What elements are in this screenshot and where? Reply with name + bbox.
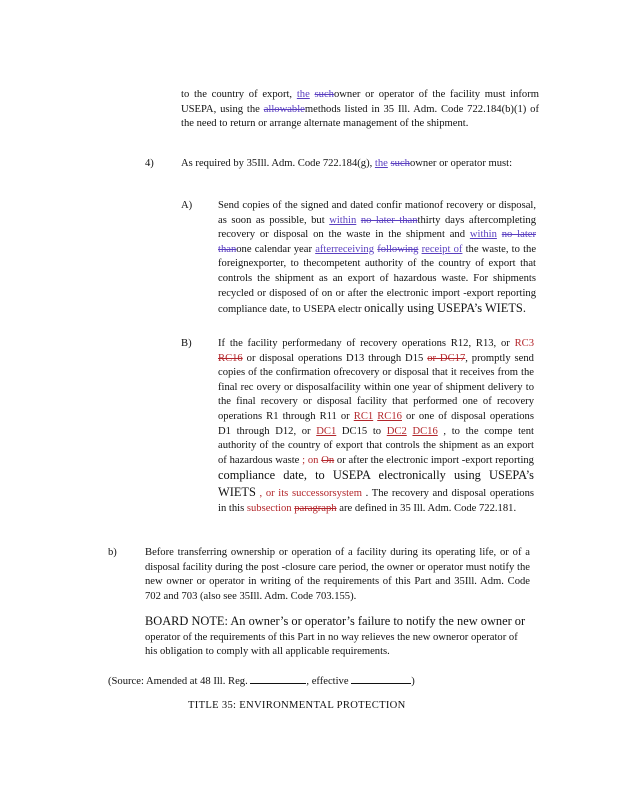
item-b-delete-or-dc17: or DC17 <box>427 352 466 364</box>
item-a-insert-within-1: within <box>329 214 357 226</box>
item-b-lower-label: b) <box>108 547 117 558</box>
item-b-text-7: or after the electronic import -export reporting <box>336 454 534 466</box>
source-text-1: (Source: Amended at 48 Ill. Reg. <box>108 676 248 687</box>
item-a-delete-no-later-than-1: no later than <box>360 214 418 226</box>
intro-text-3: methods listed in 35 Ill. Adm. Code 722.184(b)(1) of the need to return or arrange alternate management of the shipment. <box>181 103 539 130</box>
item-b-label: B) <box>181 338 192 349</box>
item-a-insert-afterreceiving: afterreceiving <box>315 243 375 255</box>
item-4-delete-such: such <box>390 158 410 169</box>
item-b-delete-rc16: RC16 <box>218 352 243 364</box>
item-a-insert-receipt-of: receipt of <box>421 243 463 255</box>
item-b-insert-dc1: DC1 <box>316 425 337 437</box>
item-4-text-2: owner or operator must: <box>409 158 513 169</box>
source-line <box>108 672 528 690</box>
item-b-insert-rc1: RC1 <box>353 410 374 422</box>
item-b-text-4: or one of disposal operations D1 through D12, or <box>218 410 534 437</box>
source-effective-blank <box>351 672 411 684</box>
item-b-text-1: If the facility performedany of recovery operations R12, R13, or <box>218 338 510 349</box>
intro-text-1: to the country of export, <box>181 89 293 100</box>
item-b-insert-subsection: subsection <box>246 502 292 514</box>
footer-title: TITLE 35: ENVIRONMENTAL PROTECTION <box>188 700 406 711</box>
item-a-delete-no-later-than-2: no later than <box>218 229 536 255</box>
item-b-text-3: , promptly send copies of the confirmation ofrecovery or disposal that it receives from the final rec overy or disposalfacility within one year of shipment delivery to the final recovery or disposal facility that performed one of recovery operations R1 through R11 or <box>218 352 534 422</box>
item-b-delete-on: On <box>321 454 335 466</box>
item-a-text-2: thirty days aftercompleting recovery or disposal on the waste in the shipment and <box>218 214 536 241</box>
item-b-text-10: . The recovery and disposal operations in this <box>218 487 534 514</box>
source-text-2: , effective <box>306 676 349 687</box>
item-a-label: A) <box>181 200 193 211</box>
intro-delete-allowable: allowable <box>263 103 305 115</box>
item-a-text-4: the waste, to the foreignexporter, to thecompetent authority of the country of export that controls the shipment as an export of hazardous waste. For shipments recycled or disposed of on or after the electronic import -export reporting compliance date, to USEPA electr <box>218 243 537 316</box>
item-b-insert-dc2: DC2 <box>386 425 407 437</box>
item-b-insert-on: ; on <box>302 454 319 466</box>
item-b-insert-rc3: RC3 <box>514 338 534 349</box>
item-a-delete-following: following <box>377 243 419 255</box>
board-note-text-2: operator of the requirements of this Part in no way relieves the new owneror operator of his obligation to comply with all applicable requirements. <box>145 631 518 658</box>
item-a-text-3: one calendar year <box>236 243 312 255</box>
item-b-text-11: are defined in 35 Ill. Adm. Code 722.181. <box>339 502 517 514</box>
board-note-text-1: BOARD NOTE: An owner’s or operator’s failure to notify the new owner or <box>145 614 526 628</box>
source-text-3: ) <box>411 676 415 687</box>
item-b-text-9: WIETS <box>218 484 256 499</box>
item-4-insert-the: the <box>374 158 388 169</box>
item-a-text-5: onically using USEPA’s WIETS. <box>364 301 526 316</box>
item-b-insert-successor: , or its successorsystem <box>259 487 362 499</box>
item-a-text-1: Send copies of the signed and dated confir mationof recovery or disposal, as soon as possible, but <box>218 200 536 226</box>
item-b-paragraph <box>218 337 534 516</box>
intro-paragraph <box>181 88 539 132</box>
item-b-insert-dc16: DC16 <box>412 425 438 437</box>
item-b-text-8: compliance date, to USEPA electronically using USEPA’s <box>218 468 534 483</box>
item-4-number: 4) <box>145 158 154 169</box>
intro-insert-the: the <box>296 89 310 100</box>
intro-text-2: owner or operator of the facility must inform USEPA, using the <box>181 89 539 115</box>
item-b-text-6: , to the compe tent authority of the country of export that controls the shipment as an export of hazardous waste <box>218 425 534 466</box>
item-b-insert-rc16: RC16 <box>377 410 402 422</box>
item-b-text-5: DC15 to <box>341 425 382 437</box>
intro-delete-such: such <box>314 89 334 100</box>
source-reg-blank <box>250 672 306 684</box>
item-b-lower-paragraph: Before transferring ownership or operation of a facility during its operating life, or of a disposal facility during the post -closure care period, the owner or operator must notify the new owner or operator in writing of the requirements of this Part and 35Ill. Adm. Code 702 and 703 (also see 35Ill. Adm. Code 703.155). <box>145 547 530 602</box>
item-b-delete-paragraph: paragraph <box>294 502 337 514</box>
item-4-text-1: As required by 35Ill. Adm. Code 722.184(g), <box>181 158 373 169</box>
item-4-paragraph <box>181 157 529 172</box>
item-a-insert-within-2: within <box>469 229 497 241</box>
item-a-paragraph <box>218 199 536 318</box>
board-note <box>145 614 530 660</box>
item-b-text-2: or disposal operations D13 through D15 <box>246 352 424 364</box>
